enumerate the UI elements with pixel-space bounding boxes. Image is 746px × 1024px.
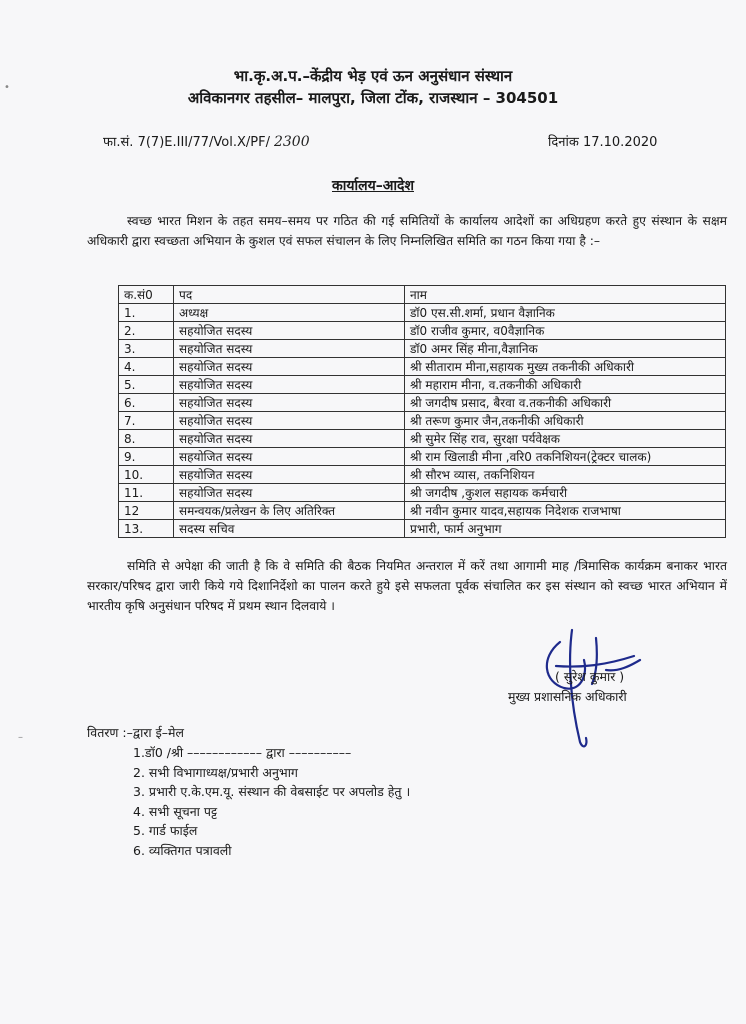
signatory-name: ( सुरेश कुमार ) <box>555 669 625 684</box>
order-title-text: कार्यालय–आदेश <box>332 178 414 194</box>
post-cell: सहयोजित सदस्य <box>174 466 405 484</box>
distribution-list <box>133 743 410 860</box>
post-cell: सदस्य सचिव <box>174 520 405 538</box>
member-name-cell: डॉ0 अमर सिंह मीना,वैज्ञानिक <box>405 340 726 358</box>
post-cell: सहयोजित सदस्य <box>174 322 405 340</box>
committee-table-body <box>119 286 726 538</box>
table-row <box>119 358 726 376</box>
institute-name: भा.कृ.अ.प.–केंद्रीय भेड़ एवं ऊन अनुसंधान संस्थान <box>233 67 513 85</box>
list-item: 6. व्यक्तिगत पत्रावली <box>133 842 232 858</box>
header-name: नाम <box>405 286 726 304</box>
handwritten-dispatch-number: 2300 <box>273 134 310 150</box>
header-serial: क.सं0 <box>119 286 174 304</box>
institute-address: अविकानगर तहसील– मालपुरा, जिला टोंक, राजस्थान – 304501 <box>187 89 559 107</box>
post-cell: सहयोजित सदस्य <box>174 394 405 412</box>
order-date: दिनांक 17.10.2020 <box>548 135 658 150</box>
table-header-row <box>119 286 726 304</box>
serial-cell: 1. <box>119 304 174 322</box>
list-item: 5. गार्ड फाईल <box>133 823 198 838</box>
post-cell: सहयोजित सदस्य <box>174 376 405 394</box>
member-name-cell: श्री महाराम मीना, व.तकनीकी अधिकारी <box>405 376 726 394</box>
serial-cell: 13. <box>119 520 174 538</box>
member-name-cell: श्री सौरभ व्यास, तकनिशियन <box>405 466 726 484</box>
scan-margin-mark: – <box>18 732 23 743</box>
table-row <box>119 394 726 412</box>
serial-cell: 5. <box>119 376 174 394</box>
member-name-cell: श्री जगदीष प्रसाद, बैरवा व.तकनीकी अधिकारी <box>405 394 726 412</box>
post-cell: सहयोजित सदस्य <box>174 340 405 358</box>
post-cell: सहयोजित सदस्य <box>174 484 405 502</box>
list-item: 1.डॉ0 /श्री –––––––––––– द्वारा –––––––––– <box>133 745 352 760</box>
serial-cell: 6. <box>119 394 174 412</box>
serial-cell: 10. <box>119 466 174 484</box>
serial-cell: 4. <box>119 358 174 376</box>
serial-cell: 11. <box>119 484 174 502</box>
file-reference <box>103 132 310 150</box>
serial-cell: 7. <box>119 412 174 430</box>
header-post: पद <box>174 286 405 304</box>
table-row <box>119 520 726 538</box>
list-item: 4. सभी सूचना पट्ट <box>133 803 218 819</box>
post-cell: अध्यक्ष <box>174 304 405 322</box>
serial-cell: 12 <box>119 502 174 520</box>
post-cell: सहयोजित सदस्य <box>174 448 405 466</box>
table-row <box>119 304 726 322</box>
table-row <box>119 376 726 394</box>
serial-cell: 2. <box>119 322 174 340</box>
table-row <box>119 448 726 466</box>
member-name-cell: श्री नवीन कुमार यादव,सहायक निदेशक राजभाषा <box>405 502 726 520</box>
member-name-cell: श्री तरूण कुमार जैन,तकनीकी अधिकारी <box>405 412 726 430</box>
table-row <box>119 484 726 502</box>
list-item: 2. सभी विभागाध्यक्ष/प्रभारी अनुभाग <box>133 764 298 780</box>
member-name-cell: श्री सीताराम मीना,सहायक मुख्य तकनीकी अधिकारी <box>405 358 726 376</box>
closing-paragraph: समिति से अपेक्षा की जाती है कि वे समिति की बैठक नियमित अन्तराल में करें तथा आगामी माह /त्रिमासिक कार्यक्रम बनाकर भारत सरकार/परिषद द्वारा जारी किये गये दिशानिर्देशो का पालन करते हुये इसे सफलता पूर्वक संचालित कर इस संस्थान को स्वच्छ भारत अभियान में भारतीय कृषि अनुसंधान परिषद में प्रथम स्थान दिलवाये । <box>87 559 727 613</box>
member-name-cell: प्रभारी, फार्म अनुभाग <box>405 520 726 538</box>
post-cell: सहयोजित सदस्य <box>174 430 405 448</box>
file-number: फा.सं. 7(7)E.III/77/Vol.X/PF/ <box>103 135 270 150</box>
member-name-cell: श्री जगदीष ,कुशल सहायक कर्मचारी <box>405 484 726 502</box>
table-row <box>119 412 726 430</box>
serial-cell: 8. <box>119 430 174 448</box>
table-row <box>119 340 726 358</box>
post-cell: समन्वयक/प्रलेखन के लिए अतिरिक्त <box>174 502 405 520</box>
intro-paragraph: स्वच्छ भारत मिशन के तहत समय–समय पर गठित की गई समितियों के कार्यालय आदेशों का अधिग्रहण करते हुए संस्थान के सक्षम अधिकारी द्वारा स्वच्छता अभियान के कुशल एवं सफल संचालन के लिए निम्नलिखित समिति का गठन किया गया है :– <box>87 214 727 248</box>
order-title <box>0 176 746 195</box>
table-row <box>119 466 726 484</box>
table-row <box>119 430 726 448</box>
table-row <box>119 322 726 340</box>
post-cell: सहयोजित सदस्य <box>174 412 405 430</box>
scan-margin-mark: • <box>4 82 10 93</box>
handwritten-signature <box>522 610 672 760</box>
serial-cell: 3. <box>119 340 174 358</box>
signatory-designation: मुख्य प्रशासनिक अधिकारी <box>508 689 627 704</box>
member-name-cell: डॉ0 राजीव कुमार, व0वैज्ञानिक <box>405 322 726 340</box>
list-item: 3. प्रभारी ए.के.एम.यू. संस्थान की वेबसाईट पर अपलोड हेतु । <box>133 784 411 799</box>
member-name-cell: श्री राम खिलाडी मीना ,वरि0 तकनिशियन(ट्रेक्टर चालक) <box>405 448 726 466</box>
post-cell: सहयोजित सदस्य <box>174 358 405 376</box>
member-name-cell: डॉ0 एस.सी.शर्मा, प्रधान वैज्ञानिक <box>405 304 726 322</box>
member-name-cell: श्री सुमेर सिंह राव, सुरक्षा पर्यवेक्षक <box>405 430 726 448</box>
table-row <box>119 502 726 520</box>
committee-table <box>118 285 726 538</box>
serial-cell: 9. <box>119 448 174 466</box>
distribution-heading: वितरण :–द्वारा ई–मेल <box>87 725 184 740</box>
